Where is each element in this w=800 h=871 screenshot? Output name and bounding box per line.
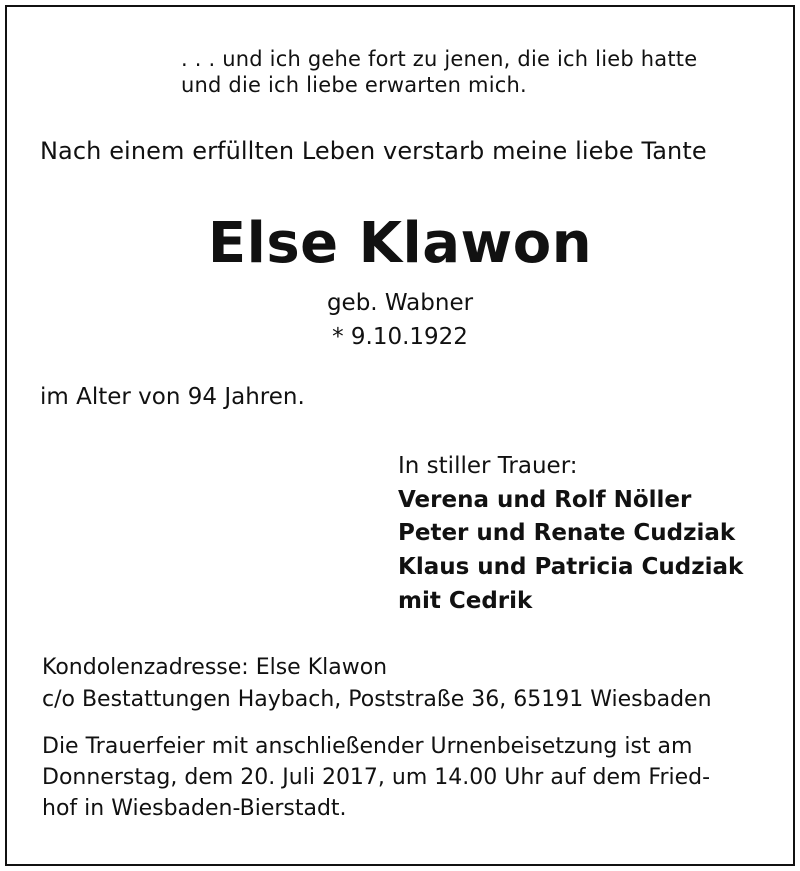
intro-text: Nach einem erfüllten Leben verstarb meine liebe Tante [40,137,707,165]
mourner-name: Verena und Rolf Nöller [398,487,692,513]
ceremony-line-1: Die Trauerfeier mit anschließender Urnenbeisetzung ist am [42,734,693,759]
deceased-name: Else Klawon [207,211,593,276]
ceremony-line-2: Donnerstag, dem 20. Juli 2017, um 14.00 Uhr auf dem Fried- [42,765,711,790]
mourner-name: Peter und Renate Cudziak [398,520,736,546]
condolence-address: c/o Bestattungen Haybach, Poststraße 36, 65191 Wiesbaden [42,687,712,712]
condolence-address-label: Kondolenzadresse: Else Klawon [42,655,388,680]
quote-line-2: und die ich liebe erwarten mich. [181,73,527,97]
mourner-name: Klaus und Patricia Cudziak [398,554,744,580]
mourners-intro: In stiller Trauer: [398,453,578,479]
age-line: im Alter von 94 Jahren. [40,384,305,410]
ceremony-line-3: hof in Wiesbaden-Bierstadt. [42,796,347,821]
mourner-name: mit Cedrik [398,588,533,614]
quote-line-1: . . . und ich gehe fort zu jenen, die ich lieb hatte [181,47,698,71]
birth-date: * 9.10.1922 [332,324,468,350]
birth-name: geb. Wabner [326,290,474,316]
